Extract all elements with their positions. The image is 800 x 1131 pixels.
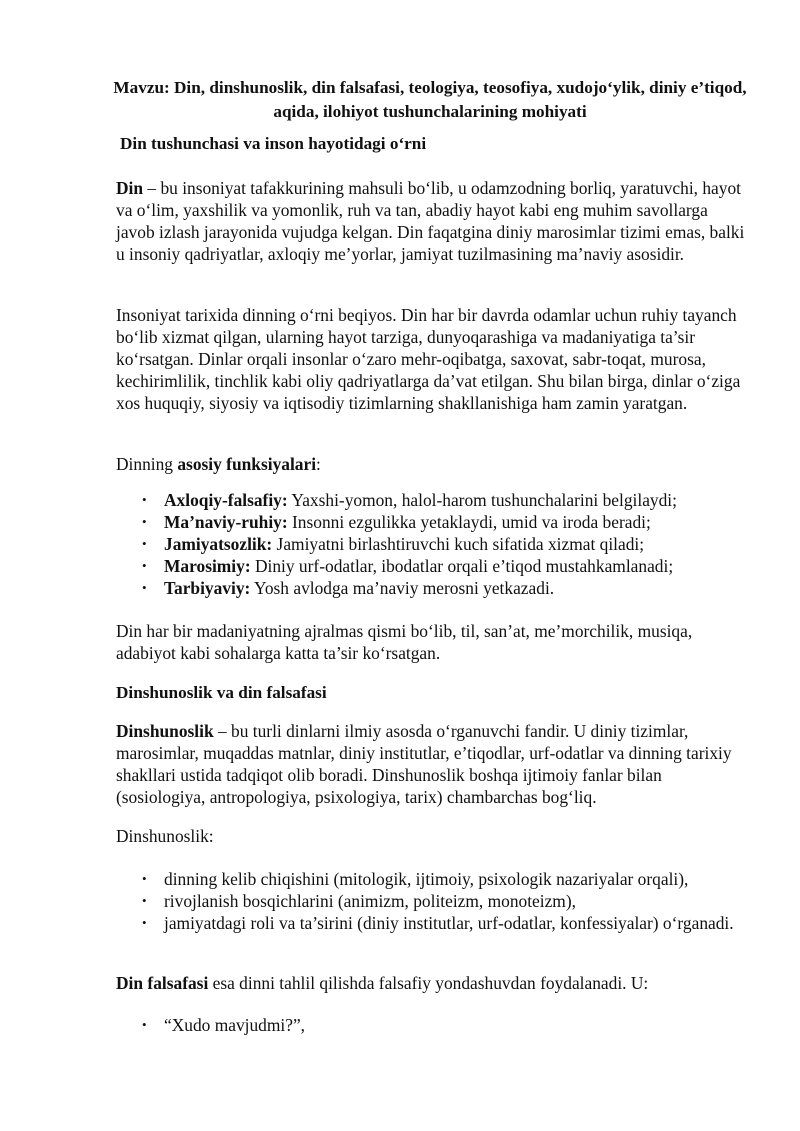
bullet: • bbox=[142, 1017, 147, 1032]
functions-intro-bold: asosiy funksiyalari bbox=[177, 454, 317, 474]
list-item: • Ma’naviy-ruhiy: Insonni ezgulikka yetaklaydi, umid va iroda beradi; bbox=[142, 512, 651, 532]
bullet: • bbox=[142, 536, 147, 551]
paragraph-din-culture: Din har bir madaniyatning ajralmas qismi bo‘lib, til, san’at, me’morchilik, musiqa, adabiyot kabi sohalarga katta ta’sir ko‘rsatgan. bbox=[116, 621, 693, 663]
functions-intro: Dinning asosiy funksiyalari: bbox=[116, 454, 321, 474]
bullet: • bbox=[142, 915, 147, 930]
list-item: • rivojlanish bosqichlarini (animizm, politeizm, monoteizm), bbox=[142, 891, 576, 911]
paragraph-text: esa dinni tahlil qilishda falsafiy yondashuvdan foydalanadi. U: bbox=[208, 973, 649, 993]
paragraph-din-role: Insoniyat tarixida dinning o‘rni beqiyos. Din har bir davrda odamlar uchun ruhiy tayanch bo‘lib xizmat qilgan, ularning hayot tarziga, dunyoqarashiga va madaniyatiga ta’sir ko‘rsatgan. Dinlar orqali insonlar o‘zaro mehr-oqibatga, saxovat, sabr-toqat, murosa, kechirimlilik, tinchlik kabi oliy qadriyatlarga da’vat etilgan. Shu bilan birga, dinlar o‘ziga xos huquqiy, siyosiy va iqtisodiy tizimlarning shakllanishiga ham zamin yaratgan. bbox=[116, 305, 741, 413]
bullet: • bbox=[142, 492, 147, 507]
bullet: • bbox=[142, 871, 147, 886]
list-item: • Marosimiy: Diniy urf-odatlar, ibodatlar orqali e’tiqod mustahkamlanadi; bbox=[142, 556, 674, 576]
list-item: • Jamiyatsozlik: Jamiyatni birlashtiruvchi kuch sifatida xizmat qiladi; bbox=[142, 534, 645, 554]
section-heading-dinshunoslik: Dinshunoslik va din falsafasi bbox=[116, 683, 327, 702]
bullet: • bbox=[142, 893, 147, 908]
document-title: Mavzu: Din, dinshunoslik, din falsafasi, teologiya, teosofiya, xudojo‘ylik, diniy e’tiqod, aqida, ilohiyot tushunchalarining mohiyati bbox=[113, 78, 747, 121]
list-item: • “Xudo mavjudmi?”, bbox=[142, 1015, 306, 1035]
paragraph-dinshunoslik-definition bbox=[116, 720, 746, 808]
paragraph-din-falsafasi bbox=[116, 972, 746, 994]
paragraph-text: – bu insoniyat tafakkurining mahsuli bo‘lib, u odamzodning borliq, yaratuvchi, hayot va o‘lim, yaxshilik va yomonlik, ruh va tan, abadiy hayot kabi eng muhim savollarga javob izlash jarayonida vujudga kelgan. Din faqatgina diniy marosimlar tizimi emas, balki u insoniy qadriyatlar, axloqiy me’yorlar, jamiyat tuzilmasining ma’naviy asosidir. bbox=[116, 178, 745, 264]
list-item: • jamiyatdagi roli va ta’sirini (diniy institutlar, urf-odatlar, konfessiyalar) o‘rganadi. bbox=[142, 913, 734, 933]
list-item: • dinning kelib chiqishini (mitologik, ijtimoiy, psixologik nazariyalar orqali), bbox=[142, 869, 689, 889]
term-dinshunoslik: Dinshunoslik bbox=[116, 721, 214, 741]
paragraph-text: – bu turli dinlarni ilmiy asosda o‘rganuvchi fandir. U diniy tizimlar, marosimlar, muqaddas matnlar, diniy institutlar, e’tiqodlar, urf-odatlar va dinning tarixiy shakllari ustida tadqiqot olib boradi. Dinshunoslik boshqa ijtimoiy fanlar bilan (sosiologiya, antropologiya, psixologiya, tarix) chambarchas bog‘liq. bbox=[116, 721, 732, 807]
section-heading-din: Din tushunchasi va inson hayotidagi o‘rni bbox=[120, 134, 427, 153]
term-din-falsafasi: Din falsafasi bbox=[116, 973, 209, 993]
dinshunoslik-list bbox=[116, 868, 756, 934]
falsafa-list bbox=[116, 1014, 756, 1036]
functions-list bbox=[116, 489, 756, 599]
dinshunoslik-label: Dinshunoslik: bbox=[116, 826, 214, 846]
term-din: Din bbox=[116, 178, 144, 198]
list-item: • Tarbiyaviy: Yosh avlodga ma’naviy merosni yetkazadi. bbox=[142, 578, 555, 598]
bullet: • bbox=[142, 558, 147, 573]
list-item: • Axloqiy-falsafiy: Yaxshi-yomon, halol-harom tushunchalarini belgilaydi; bbox=[142, 490, 677, 510]
bullet: • bbox=[142, 580, 147, 595]
paragraph-din-definition bbox=[116, 177, 746, 265]
bullet: • bbox=[142, 514, 147, 529]
